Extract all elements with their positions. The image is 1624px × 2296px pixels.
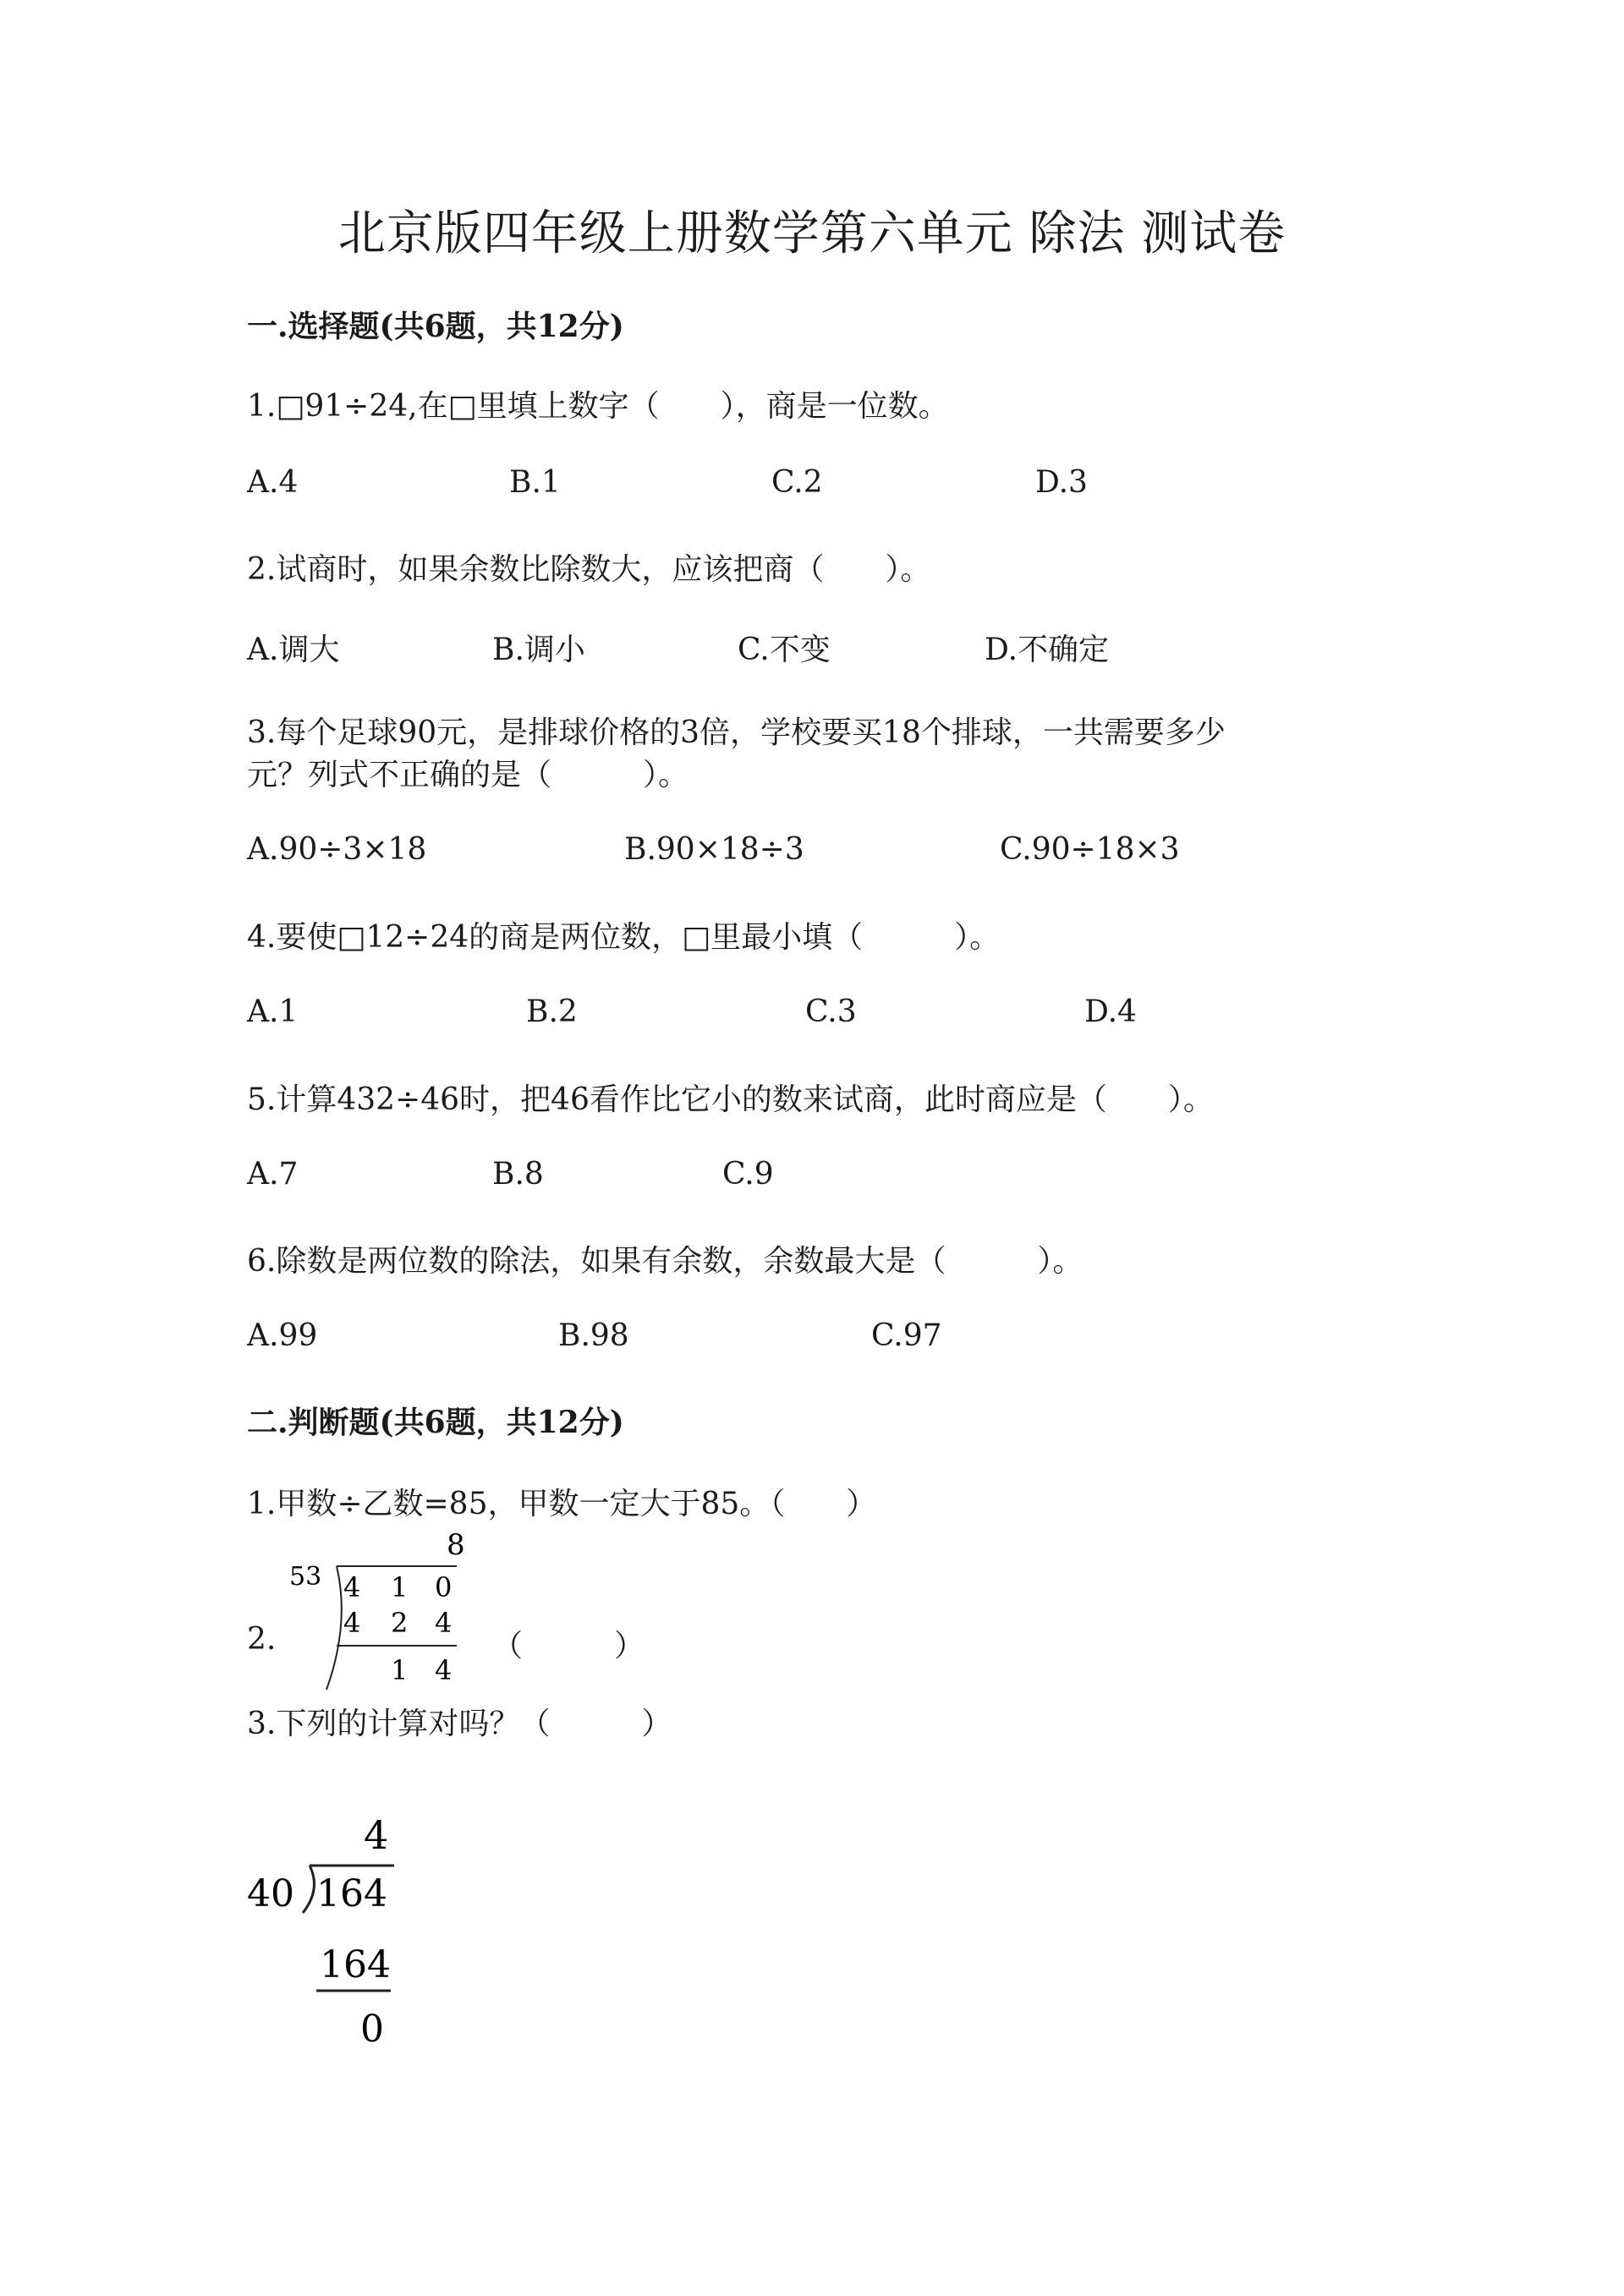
question-6-text: 6.除数是两位数的除法，如果有余数，余数最大是（ ）。: [247, 1244, 1084, 1279]
question-1-option-b: B.1: [509, 465, 561, 500]
question-1-option-a: A.4: [247, 465, 299, 500]
question-3-option-a: A.90÷3×18: [247, 832, 427, 867]
product-digit: 4: [343, 1607, 361, 1639]
question-1-option-c: C.2: [771, 465, 823, 500]
question-1-text: 1.□91÷24,在□里填上数字（ ），商是一位数。: [247, 389, 949, 424]
question-5-option-b: B.8: [492, 1157, 544, 1192]
judgement-2-number: 2.: [247, 1622, 277, 1657]
question-4-option-c: C.3: [805, 995, 857, 1029]
question-4-option-a: A.1: [247, 995, 299, 1029]
division-bracket: [326, 1566, 342, 1690]
question-6-option-a: A.99: [247, 1318, 318, 1353]
judgement-2-blank: （ ）: [492, 1629, 645, 1663]
question-4-option-d: D.4: [1084, 995, 1137, 1029]
judgement-1-text: 1.甲数÷乙数=85，甲数一定大于85。（ ）: [247, 1487, 877, 1521]
remainder: 0: [360, 2008, 384, 2051]
question-5-option-a: A.7: [247, 1157, 299, 1192]
question-2-option-d: D.不确定: [985, 633, 1110, 667]
long-division-figure-1: [279, 1522, 482, 1691]
question-6-option-c: C.97: [871, 1318, 942, 1353]
section-heading-choice: 一.选择题(共6题，共12分): [247, 309, 624, 344]
question-3-option-c: C.90÷18×3: [1000, 832, 1180, 867]
question-2-option-a: A.调大: [247, 633, 340, 667]
question-2-option-b: B.调小: [492, 633, 585, 667]
question-5-option-c: C.9: [722, 1157, 774, 1192]
question-6-option-b: B.98: [558, 1318, 629, 1353]
divisor: 53: [289, 1562, 322, 1592]
quotient-digit: 4: [364, 1812, 389, 1858]
dividend-digit: 4: [343, 1571, 361, 1603]
dividend: 164: [316, 1872, 387, 1915]
question-3-text-line1: 3.每个足球90元，是排球价格的3倍，学校要买18个排球，一共需要多少: [247, 715, 1226, 750]
product-digit: 2: [391, 1607, 409, 1639]
question-3-option-b: B.90×18÷3: [624, 832, 804, 867]
question-4-option-b: B.2: [526, 995, 578, 1029]
dividend-digit: 1: [391, 1571, 409, 1603]
question-2-option-c: C.不变: [738, 633, 831, 667]
page-title: 北京版四年级上册数学第六单元 除法 测试卷: [337, 206, 1287, 261]
question-2-text: 2.试商时，如果余数比除数大，应该把商（ ）。: [247, 552, 931, 587]
remainder-digit: 1: [391, 1654, 409, 1686]
question-3-text-line2: 元？列式不正确的是（ ）。: [247, 758, 689, 792]
long-division-figure-2: [244, 1810, 430, 2055]
question-5-text: 5.计算432÷46时，把46看作比它小的数来试商，此时商应是（ ）。: [247, 1082, 1214, 1117]
product: 164: [320, 1943, 391, 1986]
product-digit: 4: [435, 1607, 453, 1639]
divisor: 40: [247, 1872, 294, 1915]
dividend-digit: 0: [435, 1571, 453, 1603]
section-heading-judgement: 二.判断题(共6题，共12分): [247, 1405, 624, 1440]
remainder-digit: 4: [435, 1654, 453, 1686]
division-bracket: [303, 1866, 314, 1913]
quotient-digit: 8: [447, 1528, 465, 1562]
judgement-3-text: 3.下列的计算对吗？（ ）: [247, 1707, 672, 1741]
question-4-text: 4.要使□12÷24的商是两位数，□里最小填（ ）。: [247, 920, 1001, 955]
question-1-option-d: D.3: [1035, 465, 1088, 500]
